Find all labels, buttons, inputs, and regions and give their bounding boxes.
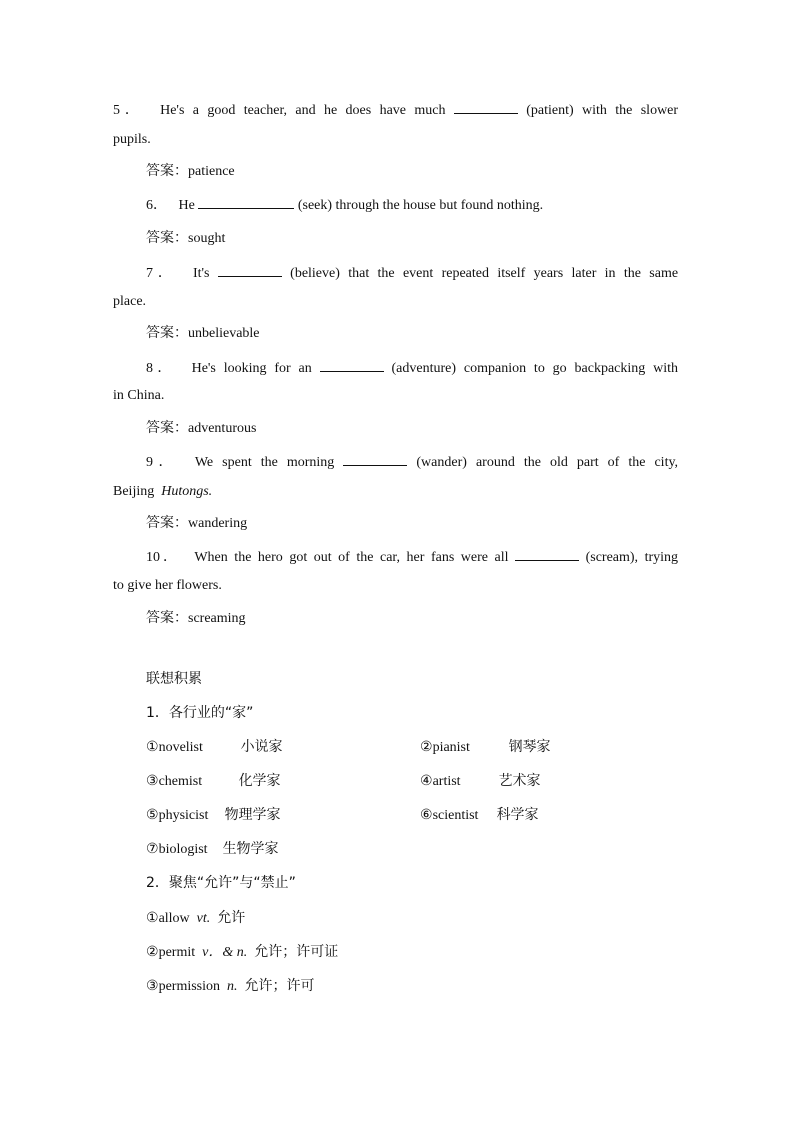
word-en: permit — [158, 945, 196, 960]
question-hint: (adventure) — [391, 361, 457, 376]
word-pos: vt. — [196, 911, 211, 926]
answer-blank[interactable] — [320, 357, 384, 372]
profession-cn: 化学家 — [238, 773, 281, 789]
question-10 — [146, 546, 678, 568]
item-marker: ⑦ — [146, 842, 159, 857]
profession-cn: 生物学家 — [222, 841, 279, 857]
answer-line — [146, 608, 246, 629]
question-text: trying — [644, 550, 679, 565]
profession-item — [146, 805, 281, 826]
item-marker: ② — [146, 945, 159, 960]
answer-blank[interactable] — [454, 99, 518, 114]
item-marker: ④ — [420, 774, 433, 789]
profession-en: chemist — [158, 774, 203, 789]
word-cn: 允许 — [217, 910, 246, 926]
answer-label: 答案： — [146, 515, 188, 531]
question-number: 10． — [146, 550, 181, 565]
word-item — [146, 942, 338, 963]
question-6 — [146, 194, 543, 216]
question-text: with the slower — [582, 103, 679, 118]
answer-blank[interactable] — [515, 546, 579, 561]
question-continuation: place. — [113, 294, 147, 309]
word-en: permission — [158, 979, 221, 994]
question-text: He's looking for an — [191, 361, 312, 376]
profession-cn: 科学家 — [496, 807, 539, 823]
profession-en: biologist — [158, 842, 208, 857]
word-pos: v．& n. — [202, 945, 248, 960]
question-hint: (scream), — [585, 550, 639, 565]
question-9 — [146, 451, 678, 473]
question-continuation — [113, 482, 212, 502]
profession-cn: 小说家 — [240, 739, 283, 755]
answer-text: adventurous — [188, 421, 257, 436]
answer-blank[interactable] — [218, 262, 282, 277]
question-continuation: in China. — [113, 388, 165, 403]
word-item — [146, 908, 245, 929]
question-number: 5． — [113, 103, 144, 118]
question-hint: (believe) — [290, 266, 340, 281]
answer-line — [146, 513, 247, 534]
item-marker: ① — [146, 740, 159, 755]
word-cn: 允许；许可 — [244, 978, 315, 994]
question-text: Beijing — [113, 484, 155, 499]
answer-label: 答案： — [146, 230, 188, 246]
question-hint: (patient) — [526, 103, 574, 118]
word-item — [146, 976, 315, 997]
word-cn: 允许；许可证 — [254, 944, 339, 960]
answer-label: 答案： — [146, 325, 188, 341]
question-continuation: pupils. — [113, 132, 151, 147]
question-number: 9． — [146, 455, 179, 470]
section-title: 联想积累 — [146, 671, 202, 687]
profession-cn: 物理学家 — [224, 807, 281, 823]
question-text: We spent the morning — [194, 455, 335, 470]
answer-label: 答案： — [146, 610, 188, 626]
item-marker: ⑤ — [146, 808, 159, 823]
answer-text: sought — [188, 231, 226, 246]
answer-text: unbelievable — [188, 326, 260, 341]
profession-cn: 钢琴家 — [508, 739, 551, 755]
answer-label: 答案： — [146, 163, 188, 179]
answer-line — [146, 323, 260, 344]
profession-en: scientist — [432, 808, 479, 823]
word-en: allow — [158, 911, 190, 926]
profession-item — [420, 805, 539, 826]
item-marker: ③ — [146, 774, 159, 789]
question-text: through the house but found nothing. — [335, 198, 544, 213]
question-8 — [146, 357, 678, 379]
word-pos: n. — [227, 979, 238, 994]
answer-text: wandering — [188, 516, 248, 531]
answer-blank[interactable] — [343, 451, 407, 466]
question-text: When the hero got out of the car, her fans were all — [194, 550, 509, 565]
answer-line — [146, 228, 225, 249]
answer-blank[interactable] — [198, 194, 294, 209]
question-7 — [146, 262, 678, 284]
question-text: It's — [192, 266, 210, 281]
question-number: 8． — [146, 361, 176, 376]
profession-cn: 艺术家 — [498, 773, 541, 789]
profession-item — [146, 839, 279, 860]
profession-en: artist — [432, 774, 461, 789]
item-marker: ⑥ — [420, 808, 433, 823]
question-text: around the old part of the city, — [475, 455, 679, 470]
answer-line — [146, 161, 235, 182]
profession-item — [146, 737, 283, 758]
question-text: He — [178, 198, 195, 213]
question-number: 6． — [146, 198, 167, 213]
item-marker: ② — [420, 740, 433, 755]
answer-text: screaming — [188, 611, 246, 626]
profession-item — [420, 771, 541, 792]
answer-line — [146, 418, 256, 439]
profession-en: pianist — [432, 740, 470, 755]
question-5 — [113, 99, 678, 121]
item-marker: ① — [146, 911, 159, 926]
answer-label: 答案： — [146, 420, 188, 436]
profession-en: novelist — [158, 740, 203, 755]
question-hint: (wander) — [416, 455, 467, 470]
profession-item — [146, 771, 281, 792]
question-continuation: to give her flowers. — [113, 578, 222, 593]
question-number: 7． — [146, 266, 177, 281]
question-text-italic: Hutongs. — [161, 484, 213, 499]
item-marker: ③ — [146, 979, 159, 994]
question-text: He's a good teacher, and he does have much — [160, 103, 446, 118]
question-hint: (seek) — [297, 198, 333, 213]
question-text: companion to go backpacking with — [463, 361, 679, 376]
profession-item — [420, 737, 551, 758]
subsection-title: 1．各行业的“家” — [146, 705, 254, 721]
question-text: that the event repeated itself years later in the same — [348, 266, 679, 281]
profession-en: physicist — [158, 808, 209, 823]
subsection-title: 2．聚焦“允许”与“禁止” — [146, 875, 296, 891]
answer-text: patience — [188, 164, 235, 179]
